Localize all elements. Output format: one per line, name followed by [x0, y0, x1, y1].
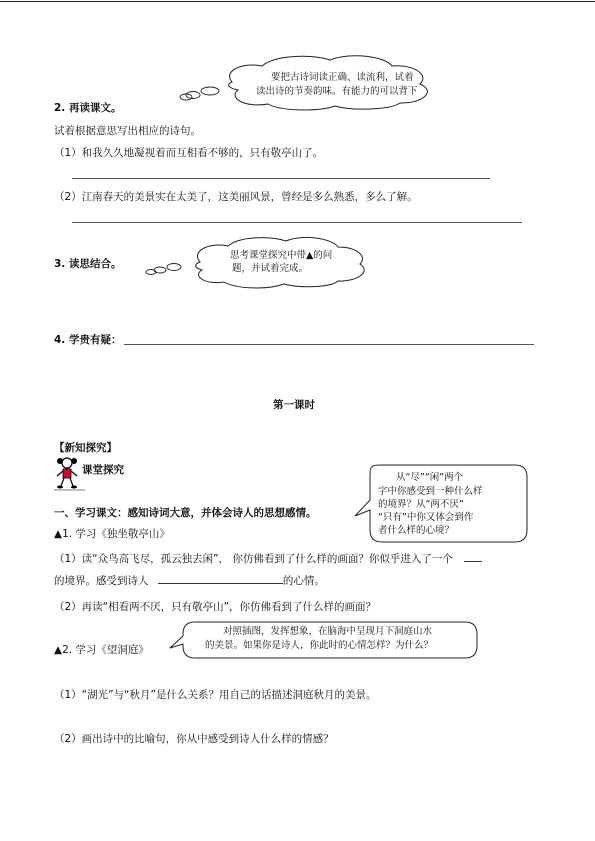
- bubble-1-line1: 从“尽”“闲”两个: [396, 472, 464, 483]
- topic-1-q1-text-b: 的境界。感受到诗人: [54, 575, 149, 587]
- q3-heading: 3. 读思结合。: [54, 258, 122, 270]
- cloud-1-line2: 读出诗的节奏韵味。有能力的可以背下: [256, 86, 418, 97]
- q2-item2: （2）江南春天的美景实在太美了，这美丽风景，曾经是多么熟悉，多么了解。: [54, 191, 418, 203]
- bubble-1-line3: 的境界？从“两不厌”: [378, 499, 464, 510]
- topic-1-q2: （2）再读“相看两不厌，只有敬亭山”，你仿佛看到了什么样的画面？: [54, 601, 377, 613]
- bubble-1-line4: “只有”中你又体会到作: [378, 512, 474, 523]
- bubble-1-line2: 字中你感受到一种什么样: [378, 486, 483, 497]
- topic-1-title: ▲1. 学习《独坐敬亭山》: [54, 528, 170, 540]
- cloud-2-line2: 题，并试着完成。: [232, 263, 309, 274]
- topic-1-q1-text: （1）读“众鸟高飞尽，孤云独去闲”， 你仿佛看到了什么样的画面？你似乎进入了一个: [54, 553, 453, 565]
- topic-2-q2: （2）画出诗中的比喻句，你从中感受到诗人什么样的情感？: [54, 733, 334, 745]
- topic-2-title: ▲2. 学习《望洞庭》: [54, 644, 149, 656]
- topic-1-q1-text-c: 的心情。: [282, 575, 325, 587]
- cloud-1-line1: 要把古诗词读正确、读流利，试着: [271, 72, 414, 83]
- lesson-title: 第一课时: [273, 399, 315, 411]
- part-1-heading: 一、学习课文：感知诗词大意，并体会诗人的思想感情。: [54, 507, 317, 519]
- topic-2-q1: （1）“湖光”与“秋月”是什么关系？用自己的话描述洞庭秋月的美景。: [54, 689, 377, 701]
- q2-item1: （1）和我久久地凝视着而互相看不够的，只有敬亭山了。: [54, 147, 324, 159]
- q2-instruction: 试着根据意思写出相应的诗句。: [54, 125, 201, 137]
- classroom-explore-label: 课堂探究: [82, 464, 124, 476]
- bubble-2-line2: 的美景。如果你是诗人，你此时的心情怎样？为什么？: [205, 640, 434, 651]
- cloud-2-line1: 思考课堂探究中带▲的问: [230, 250, 333, 261]
- bubble-2-line1: 对照插图，发挥想象，在脑海中呈现月下洞庭山水: [223, 626, 433, 637]
- bubble-1-line5: 者什么样的心境？: [378, 525, 455, 536]
- section-title: 【新知探究】: [54, 442, 117, 454]
- q2-heading: 2. 再读课文。: [54, 102, 122, 114]
- q4-heading: 4. 学贵有疑：: [54, 334, 122, 346]
